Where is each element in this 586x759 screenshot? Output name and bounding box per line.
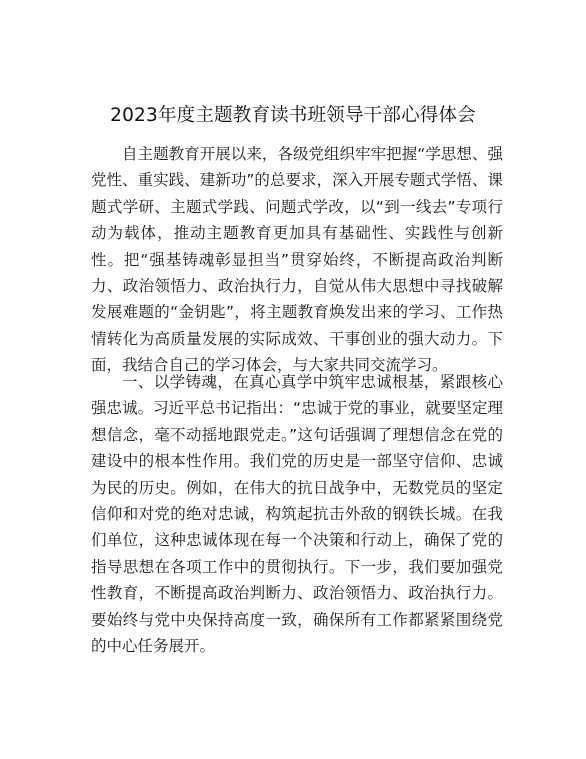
paragraph-intro: 自主题教育开展以来，各级党组织牢牢把握“学思想、强党性、重实践、建新功”的总要求，深入开展专题式学悟、课题式学研、主题式学践、问题式学改，以“到一线去”专项行动为载体，推动主题教育更加具有基础性、实践性与创新性。把“强基铸魂彰显担当”贯穿始终，不断提高政治判断力、政治领悟力、政治执行力，自觉从伟大思想中寻找破解发展难题的“金钥匙”，将主题教育焕发出来的学习、工作热情转化为高质量发展的实际成效、干事创业的强大动力。下面，我结合自己的学习体会，与大家共同交流学习。 (91, 145, 503, 375)
document-title: 2023年度主题教育读书班领导干部心得体会 (110, 105, 476, 126)
paragraph-section-one: 一、以学铸魂，在真心真学中筑牢忠诚根基，紧跟核心强忠诚。习近平总书记指出：“忠诚于党的事业，就要坚定理想信念，毫不动摇地跟党走。”这句话强调了理想信念在党的建设中的根本性作用。我们党的历史是一部坚守信仰、忠诚为民的历史。例如，在伟大的抗日战争中，无数党员的坚定信仰和对党的绝对忠诚，构筑起抗击外敌的钢铁长城。在我们单位，这种忠诚体现在每一个决策和行动上，确保了党的指导思想在各项工作中的贯彻执行。下一步，我们要加强党性教育，不断提高政治判断力、政治领悟力、政治执行力。要始终与党中央保持高度一致，确保所有工作都紧紧围绕党的中心任务展开。 (91, 373, 503, 656)
